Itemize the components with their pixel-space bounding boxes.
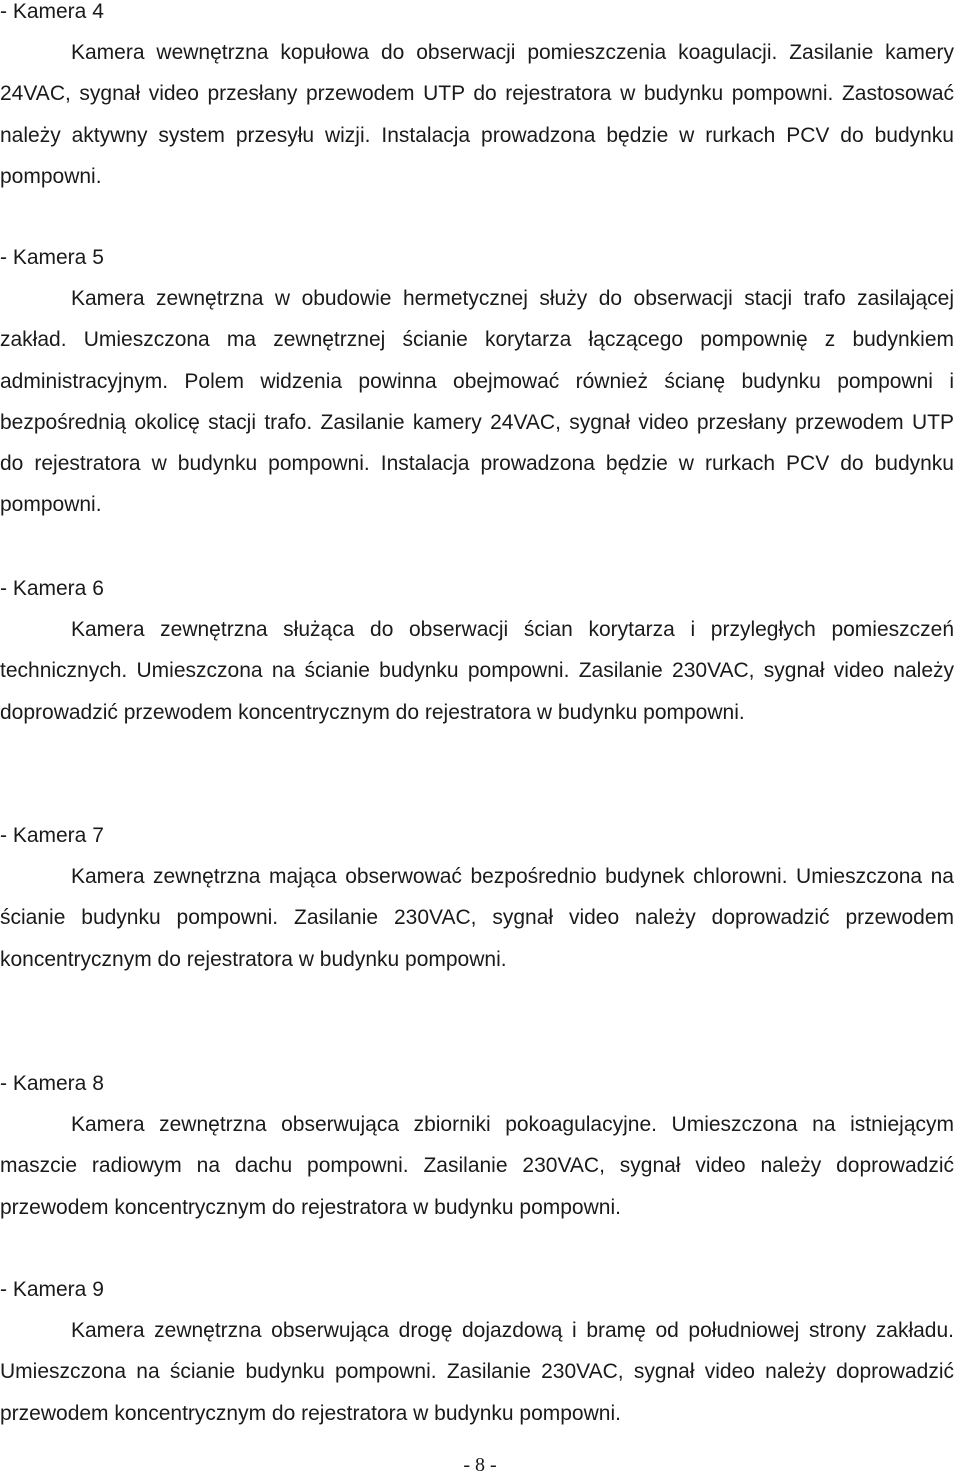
section-kamera-5 (0, 237, 960, 526)
section-heading: - Kamera 6 (0, 577, 104, 600)
section-heading: - Kamera 4 (0, 0, 104, 23)
section-kamera-8 (0, 1063, 960, 1228)
section-heading: - Kamera 8 (0, 1072, 104, 1095)
section-paragraph: Kamera zewnętrzna obserwująca zbiorniki pokoagulacyjne. Umieszczona na istniejącym maszcie radiowym na dachu pompowni. Zasilanie 230VAC, sygnał video należy doprowadzić przewodem koncentrycznym do rejestratora w budynku pompowni. (0, 1113, 954, 1219)
section-paragraph: Kamera wewnętrzna kopułowa do obserwacji pomieszczenia koagulacji. Zasilanie kamery 24VAC, sygnał video przesłany przewodem UTP do rejestratora w budynku pompowni. Zastosować należy aktywny system przesyłu wizji. Instalacja prowadzona będzie w rurkach PCV do budynku pompowni. (0, 41, 954, 188)
section-heading: - Kamera 5 (0, 246, 104, 269)
page-number: - 8 - (463, 1454, 497, 1476)
section-kamera-6 (0, 568, 960, 733)
section-kamera-9 (0, 1269, 960, 1434)
section-paragraph: Kamera zewnętrzna obserwująca drogę dojazdową i bramę od południowej strony zakładu. Umieszczona na ścianie budynku pompowni. Zasilanie 230VAC, sygnał video należy doprowadzić przewodem koncentrycznym do rejestratora w budynku pompowni. (0, 1319, 954, 1425)
section-heading: - Kamera 9 (0, 1278, 104, 1301)
section-heading: - Kamera 7 (0, 824, 104, 847)
section-kamera-7 (0, 815, 960, 980)
section-paragraph: Kamera zewnętrzna w obudowie hermetycznej służy do obserwacji stacji trafo zasilającej zakład. Umieszczona ma zewnętrznej ścianie korytarza łączącego pompownię z budynkiem administracyjnym. Polem widzenia powinna obejmować również ścianę budynku pompowni i bezpośrednią okolicę stacji trafo. Zasilanie kamery 24VAC, sygnał video przesłany przewodem UTP do rejestratora w budynku pompowni. Instalacja prowadzona będzie w rurkach PCV do budynku pompowni. (0, 287, 954, 517)
section-paragraph: Kamera zewnętrzna mająca obserwować bezpośrednio budynek chlorowni. Umieszczona na ścianie budynku pompowni. Zasilanie 230VAC, sygnał video należy doprowadzić przewodem koncentrycznym do rejestratora w budynku pompowni. (0, 865, 954, 971)
section-paragraph: Kamera zewnętrzna służąca do obserwacji ścian korytarza i przyległych pomieszczeń technicznych. Umieszczona na ścianie budynku pompowni. Zasilanie 230VAC, sygnał video należy doprowadzić przewodem koncentrycznym do rejestratora w budynku pompowni. (0, 618, 954, 724)
section-kamera-4 (0, 0, 960, 197)
